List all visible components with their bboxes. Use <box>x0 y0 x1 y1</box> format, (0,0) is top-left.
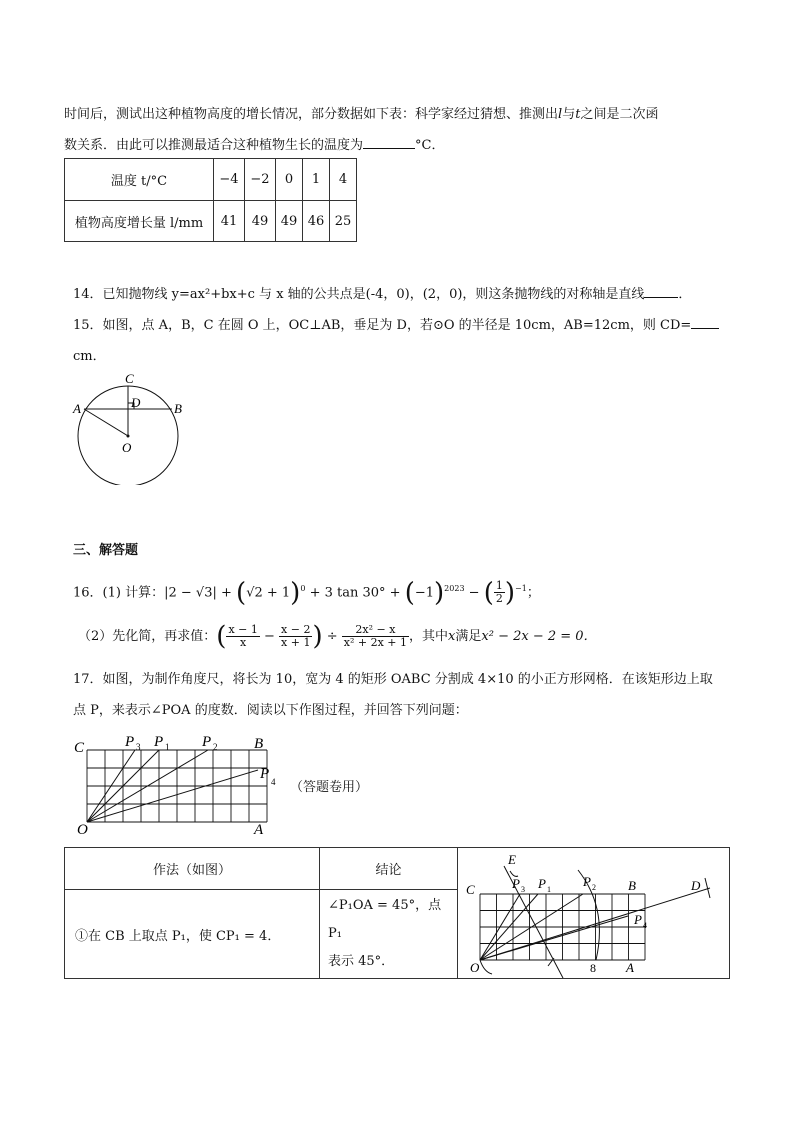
label-c: C <box>466 882 475 897</box>
q13-cell: 25 <box>330 201 357 242</box>
q17-conclusion1 <box>320 890 458 979</box>
q13-cell: −2 <box>245 159 276 201</box>
q17-step1: ①在 CB 上取点 P₁，使 CP₁ = 4． <box>65 890 320 979</box>
label-b: B <box>254 736 264 752</box>
section-title: 三、解答题 <box>73 543 139 558</box>
label-p3-sub: 3 <box>521 885 525 894</box>
label-o: O <box>470 960 480 975</box>
answer-blank-q14 <box>644 285 678 298</box>
q17-conclusion1-line1: ∠P₁OA = 45°，点 P₁ <box>328 898 442 942</box>
label-p2: P <box>202 734 212 750</box>
q13-line2: 数关系．由此可以推测最适合这种植物生长的温度为 °C． <box>64 138 445 153</box>
label-p2-sub: 2 <box>592 883 596 892</box>
label-p3: P <box>125 734 135 750</box>
label-c: C <box>74 740 85 756</box>
q15-line1: 15．如图，点 A，B，C 在圆 O 上，OC⊥AB，垂足为 D，若⊙O 的半径是 10cm，AB=12cm，则 CD= <box>73 314 719 333</box>
answer-blank-q15 <box>691 316 719 329</box>
q13-cell: 49 <box>276 201 303 242</box>
q17-line2: 点 P，来表示∠POA 的度数．阅读以下作图过程，并回答下列问题： <box>73 703 468 718</box>
fraction-half: $\frac{1}{2}$ <box>495 579 503 606</box>
label-a: A <box>254 822 264 838</box>
q13-cell: 0 <box>276 159 303 201</box>
label-d: D <box>131 395 141 410</box>
q17-conclusion1-line2: 表示 45°． <box>328 954 395 970</box>
label-p4: P <box>260 766 270 782</box>
q13-cell: −4 <box>214 159 245 201</box>
q17-header-method: 作法（如图） <box>65 848 320 890</box>
ray-od <box>480 888 710 960</box>
label-p3: P <box>512 876 520 891</box>
label-p4: P <box>634 912 642 927</box>
q16-part1: 16．(1) 计算：$|2 - √3| + (√2 + 1)^0 + 3$ $\tan 30^\circ + (-1)^{2023}$ − ( $\frac{1}{2}$ )$^{-1}$； <box>73 577 540 608</box>
q16-part2: （2）先化简，再求值：( $\frac{x - 1}{x}$ − $\frac{x - 2}{x + 1}$ ) ÷ $\frac{\text{2x² − x}}{\text{x² + 2x + 1}}$ ，其中x满足x² − 2x − 2 = 0． <box>78 621 597 652</box>
label-p1: P <box>154 734 164 750</box>
label-p3-sub: 3 <box>136 742 141 752</box>
q17-line1: 17．如图，为制作角度尺，将长为 10，宽为 4 的矩形 OABC 分割成 4×10 的小正方形网格．在该矩形边上取 <box>73 672 713 687</box>
label-eight: 8 <box>590 961 596 975</box>
q17-note: （答题卷用） <box>290 780 369 795</box>
label-p1-sub: 1 <box>547 885 551 894</box>
label-p1-sub: 1 <box>165 742 170 752</box>
label-b: B <box>174 401 182 416</box>
q15-circle-figure <box>70 370 195 485</box>
label-a: A <box>73 401 81 416</box>
q13-row1-label: 温度 t/°C <box>65 159 214 201</box>
tick <box>548 958 554 966</box>
q15-line2: cm． <box>73 349 106 364</box>
label-o: O <box>77 822 88 838</box>
label-c: C <box>125 371 134 386</box>
q17-header-conclusion: 结论 <box>320 848 458 890</box>
center-dot <box>127 435 130 438</box>
q16-part1-label: 16．(1) 计算： <box>73 585 165 601</box>
q14-line: 14．已知抛物线 y=ax²+bx+c 与 x 轴的公共点是(-4，0)，(2，0)，则这条抛物线的对称轴是直线 ． <box>73 287 692 302</box>
label-b: B <box>628 878 636 893</box>
label-p2: P <box>583 874 591 889</box>
q17-table <box>64 847 730 979</box>
q13-cell: 41 <box>214 201 245 242</box>
q13-line1: 时间后，测试出这种植物高度的增长情况，部分数据如下表：科学家经过猜想、推测出l与t之间是二次函 <box>64 107 659 122</box>
q17-figure-cell <box>458 848 730 979</box>
abs-value: |2 − √3| <box>164 585 217 601</box>
label-p4-sub: 4 <box>643 921 647 930</box>
label-p4-sub: 4 <box>271 777 276 787</box>
q13-cell: 4 <box>330 159 357 201</box>
label-p2-sub: 2 <box>213 742 218 752</box>
label-a: A <box>626 960 634 975</box>
q13-row2-label: 植物高度增长量 l/mm <box>65 201 214 242</box>
q17-construction-figure <box>458 848 729 978</box>
arc-o <box>480 960 492 974</box>
q13-table <box>64 158 357 242</box>
q13-cell: 46 <box>303 201 330 242</box>
answer-blank-q13 <box>363 136 415 149</box>
label-d: D <box>691 878 701 893</box>
segment-oa <box>84 409 128 436</box>
label-o: O <box>122 440 132 455</box>
q13-cell: 1 <box>303 159 330 201</box>
label-p1: P <box>538 876 546 891</box>
label-e: E <box>508 852 516 867</box>
q13-cell: 49 <box>245 201 276 242</box>
